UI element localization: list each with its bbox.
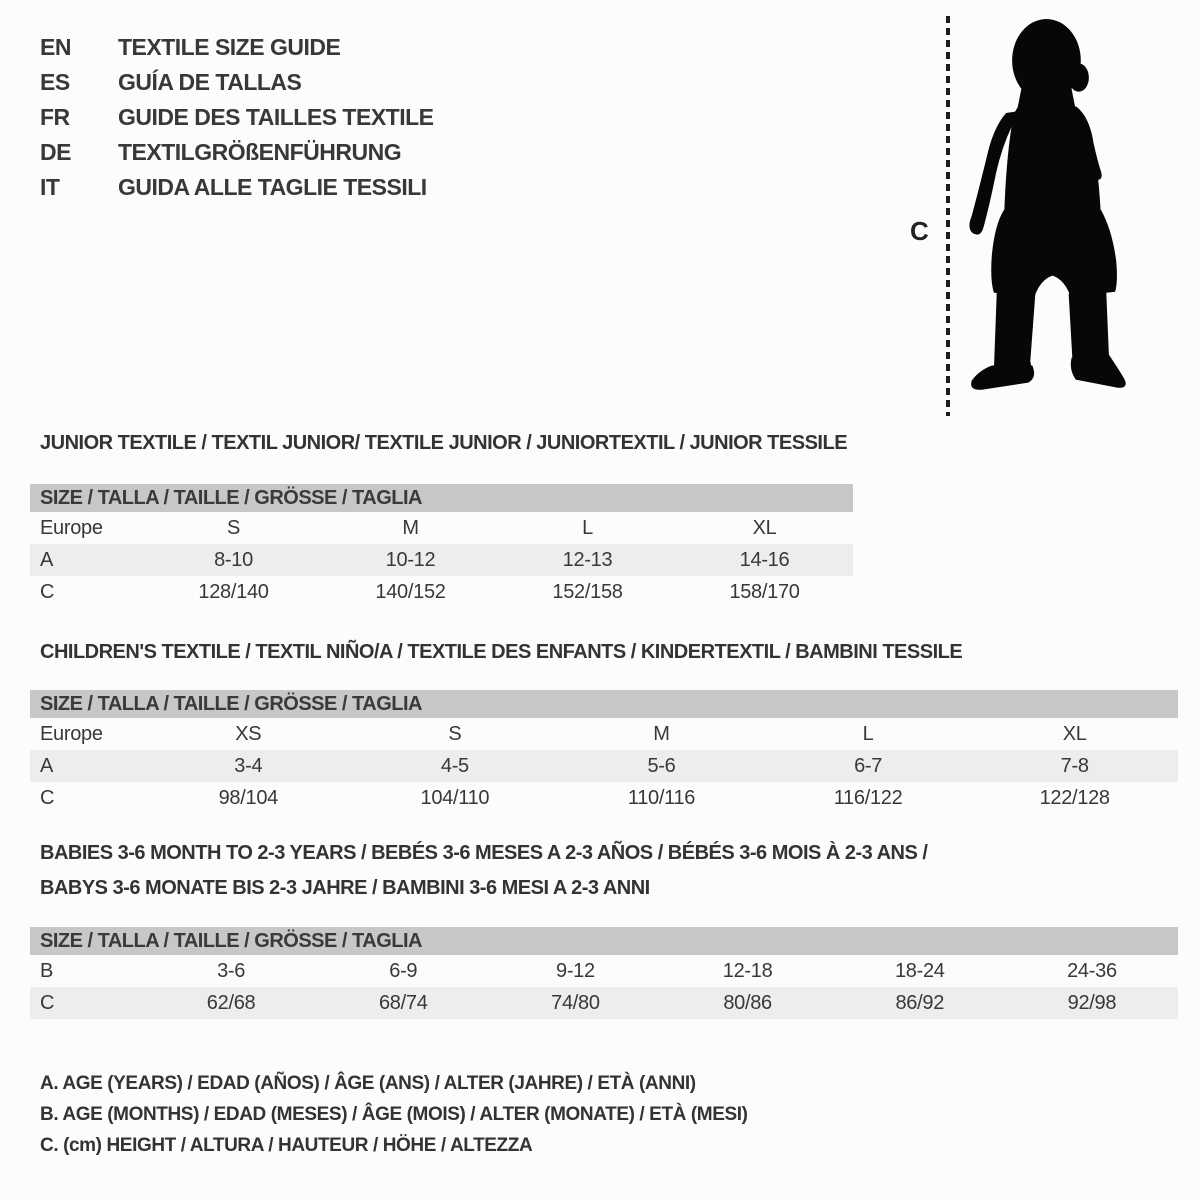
- size-cell: 7-8: [1060, 754, 1089, 777]
- size-cell: 24-36: [1067, 959, 1117, 982]
- babies-size-table: [30, 927, 1178, 1019]
- table-row: [30, 718, 1178, 750]
- lang-row-de: [40, 135, 434, 170]
- size-cell: 122/128: [1039, 786, 1110, 809]
- row-label: C: [40, 580, 55, 603]
- size-cell: 14-16: [739, 548, 790, 571]
- size-cell: 116/122: [833, 786, 903, 809]
- size-cell: L: [862, 722, 874, 745]
- size-cell: 12-13: [562, 548, 613, 571]
- size-cell: 98/104: [218, 786, 278, 809]
- lang-title: TEXTILE SIZE GUIDE: [118, 34, 341, 60]
- measurement-legend: [40, 1068, 748, 1161]
- language-title-block: [40, 30, 434, 205]
- table-row: [30, 782, 1178, 814]
- size-cell: L: [582, 516, 593, 539]
- children-section-title: CHILDREN'S TEXTILE / TEXTIL NIÑO/A / TEXTILE DES ENFANTS / KINDERTEXTIL / BAMBINI TESSILE: [40, 641, 963, 663]
- table-row: [30, 750, 1178, 782]
- size-cell: 74/80: [551, 991, 600, 1014]
- lang-title: GUIDE DES TAILLES TEXTILE: [118, 104, 434, 130]
- size-cell: 5-6: [647, 754, 676, 777]
- size-cell: XL: [752, 516, 777, 539]
- row-label: A: [40, 754, 54, 777]
- row-label: Europe: [40, 722, 103, 745]
- lang-code: EN: [40, 34, 71, 60]
- size-cell: 3-6: [217, 959, 246, 982]
- size-cell: 3-4: [234, 754, 263, 777]
- size-cell: 158/170: [729, 580, 800, 603]
- baby-silhouette-icon: [962, 16, 1142, 420]
- junior-size-table: [30, 484, 853, 608]
- legend-line-c: C. (cm) HEIGHT / ALTURA / HAUTEUR / HÖHE / ALTEZZA: [40, 1134, 533, 1156]
- size-cell: XL: [1062, 722, 1087, 745]
- size-cell: M: [653, 722, 670, 745]
- size-cell: 6-9: [389, 959, 418, 982]
- table-row: [30, 987, 1178, 1019]
- lang-code: FR: [40, 104, 70, 130]
- legend-line-b: B. AGE (MONTHS) / EDAD (MESES) / ÂGE (MOIS) / ALTER (MONATE) / ETÀ (MESI): [40, 1103, 748, 1125]
- lang-title: GUÍA DE TALLAS: [118, 69, 302, 95]
- legend-line-a: A. AGE (YEARS) / EDAD (AÑOS) / ÂGE (ANS) / ALTER (JAHRE) / ETÀ (ANNI): [40, 1072, 696, 1094]
- table-row: [30, 576, 853, 608]
- size-cell: 8-10: [214, 548, 253, 571]
- size-cell: 86/92: [895, 991, 945, 1014]
- lang-row-it: [40, 170, 434, 205]
- table-row: [30, 512, 853, 544]
- size-cell: 4-5: [440, 754, 469, 777]
- size-cell: 9-12: [556, 959, 595, 982]
- lang-code: ES: [40, 69, 70, 95]
- row-label: A: [40, 548, 54, 571]
- size-cell: 18-24: [894, 959, 945, 982]
- size-cell: 110/116: [627, 786, 696, 809]
- size-cell: XS: [235, 722, 262, 745]
- lang-row-fr: [40, 100, 434, 135]
- lang-row-en: [40, 30, 434, 65]
- size-cell: 80/86: [723, 991, 772, 1014]
- size-cell: S: [448, 722, 462, 745]
- row-label: B: [40, 959, 54, 982]
- size-cell: 12-18: [722, 959, 773, 982]
- babies-section-title-line1: BABIES 3-6 MONTH TO 2-3 YEARS / BEBÉS 3-6 MESES A 2-3 AÑOS / BÉBÉS 3-6 MOIS À 2-3 ANS /: [40, 842, 928, 864]
- size-cell: 104/110: [420, 786, 490, 809]
- lang-row-es: [40, 65, 434, 100]
- size-cell: 68/74: [378, 991, 428, 1014]
- lang-code: DE: [40, 139, 71, 165]
- babies-section-title-line2: BABYS 3-6 MONATE BIS 2-3 JAHRE / BAMBINI 3-6 MESI A 2-3 ANNI: [40, 877, 650, 899]
- lang-title: TEXTILGRÖßENFÜHRUNG: [118, 139, 402, 165]
- size-cell: 152/158: [552, 580, 623, 603]
- size-cell: 62/68: [206, 991, 256, 1014]
- size-header-bar: SIZE / TALLA / TAILLE / GRÖSSE / TAGLIA: [30, 484, 853, 512]
- table-row: [30, 955, 1178, 987]
- size-cell: 10-12: [385, 548, 436, 571]
- lang-title: GUIDA ALLE TAGLIE TESSILI: [118, 174, 427, 200]
- size-cell: S: [226, 516, 241, 539]
- row-label: Europe: [40, 516, 103, 539]
- row-label: C: [40, 786, 55, 809]
- size-cell: M: [402, 516, 419, 539]
- row-label: C: [40, 991, 55, 1014]
- table-row: [30, 544, 853, 576]
- height-measure-label: C: [910, 216, 929, 246]
- size-cell: 128/140: [198, 580, 269, 603]
- children-size-table: [30, 690, 1178, 814]
- height-measure-dashed-line: [946, 16, 950, 416]
- size-cell: 92/98: [1067, 991, 1117, 1014]
- lang-code: IT: [40, 174, 60, 200]
- junior-section-title: JUNIOR TEXTILE / TEXTIL JUNIOR/ TEXTILE JUNIOR / JUNIORTEXTIL / JUNIOR TESSILE: [40, 432, 848, 454]
- size-cell: 6-7: [854, 754, 883, 777]
- size-cell: 140/152: [375, 580, 446, 603]
- size-header-bar: SIZE / TALLA / TAILLE / GRÖSSE / TAGLIA: [30, 690, 1178, 718]
- size-header-bar: SIZE / TALLA / TAILLE / GRÖSSE / TAGLIA: [30, 927, 1178, 955]
